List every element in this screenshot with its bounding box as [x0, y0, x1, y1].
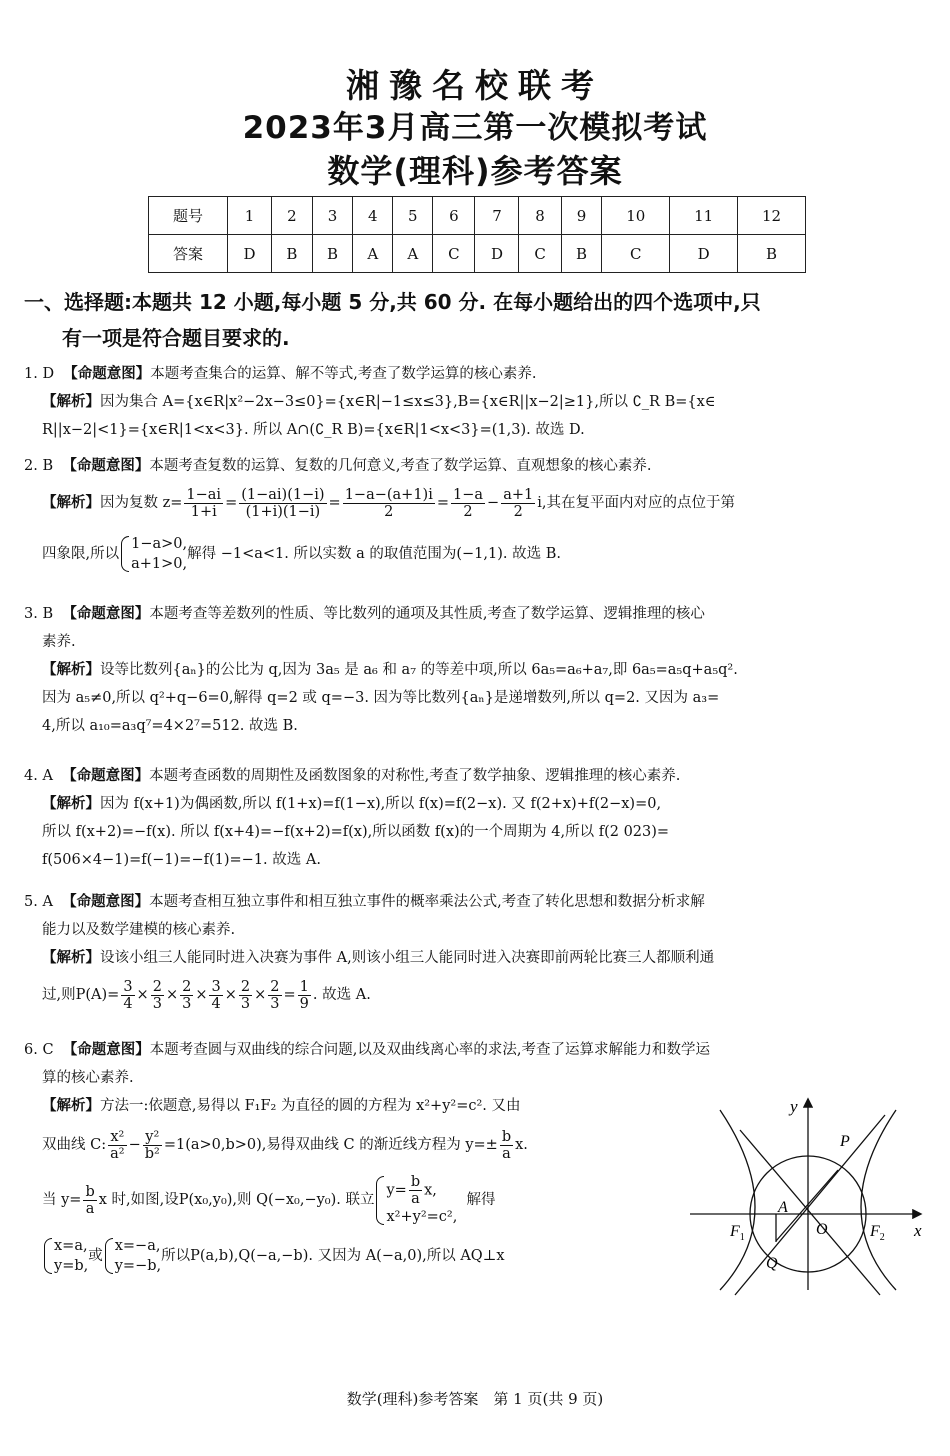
- answer-row: [149, 235, 806, 273]
- q1-intent: 本题考查集合的运算、解不等式,考查了数学运算的核心素养.: [150, 366, 537, 382]
- q2-frac5: $\frac{a+1}{2}$: [503, 486, 534, 520]
- q5-fraction: $\frac{2}{3}$: [152, 978, 162, 1012]
- q2-number: 2. B: [24, 458, 54, 474]
- q3-analysis-line3: 4,所以 a₁₀=a₃q⁷=4×2⁷=512. 故选 B.: [42, 718, 298, 734]
- q3-analysis-line2: 因为 a₅≠0,所以 q²+q−6=0,解得 q=2 或 q=−3. 因为等比数列{aₙ}是递增数列,所以 q=2. 又因为 a₃=: [42, 690, 720, 706]
- section-heading: [24, 284, 929, 356]
- q4-analysis-line2: 所以 f(x+2)=−f(x). 所以 f(x+4)=−f(x+2)=f(x),所以函数 f(x)的一个周期为 4,所以 f(2 023)=: [42, 824, 670, 840]
- exam-title: 2023年3月高三第一次模拟考试: [242, 110, 708, 146]
- x-axis-label: x: [914, 1221, 922, 1240]
- q2-line2-pre: 四象限,所以: [42, 546, 120, 562]
- q1-intent-label: 【命题意图】: [63, 366, 151, 382]
- q2-frac3: $\frac{1-a-(a+1)i}{2}$: [344, 486, 433, 520]
- answer-cell: A: [393, 235, 433, 273]
- q5-fraction: $\frac{2}{3}$: [182, 978, 192, 1012]
- q3-number: 3. B: [24, 606, 54, 622]
- question-number-cell: 2: [272, 197, 313, 235]
- question-4: [24, 762, 929, 874]
- q6-line4-post: 所以P(a,b),Q(−a,−b). 又因为 A(−a,0),所以 AQ⊥x: [161, 1248, 505, 1264]
- q5-fraction: $\frac{3}{4}$: [211, 978, 221, 1012]
- q6-system3: x=−a, y=−b,: [103, 1236, 161, 1276]
- question-number-cell: 11: [670, 197, 738, 235]
- y-axis-label: y: [790, 1097, 798, 1116]
- question-3: [24, 600, 929, 740]
- focus-f1-label: $F_1$: [730, 1223, 745, 1243]
- question-6: 6. C 【命题意图】本题考查圆与双曲线的综合问题,以及双曲线离心率的求法,考查了运算求解能力和数学运 算的核心素养. 【解析】方法一:依题意,易得以 F₁F₂ 为直径的圆的方程为 x²+y²=c². 又由 双曲线 C: $\frac{\text{x²}}{\text{a²}}$ − $\frac{\text{y²}}{\text{b²}}$ =1(a>0,b>0),易得双曲线 C 的渐近线方程为 y=± $\frac{b}{a}$ x. 当 y= $\frac{b}{a}$ x 时,如图,设P(x₀,y₀),则 Q(−x₀,−y₀). 联立 y= $\frac{b}{a}$ x, x²+y²=c², 解得 x=a, y=b, 或 x=−a, y=−b, 所以P(a,b),Q(−a,−b). 又因为 A(−a,0),所以 AQ⊥x: [24, 1042, 710, 1274]
- q5-intent-line1: 本题考查相互独立事件和相互独立事件的概率乘法公式,考查了转化思想和数据分析求解: [149, 894, 705, 910]
- answer-cell: D: [475, 235, 519, 273]
- q6-line3-post: 解得: [466, 1192, 496, 1208]
- q5-fraction-product: $\frac{3}{4}$ × $\frac{2}{3}$ × $\frac{2}{3}$ × $\frac{3}{4}$ × $\frac{2}{3}$ × $\frac{2}{3}$: [123, 978, 280, 1012]
- q5-line2-post: . 故选 A.: [312, 987, 371, 1003]
- question-number-cell: 7: [475, 197, 519, 235]
- q6-analysis-label: 【解析】: [42, 1098, 100, 1114]
- q6-number: 6. C: [24, 1042, 54, 1058]
- question-number-cell: 6: [433, 197, 475, 235]
- q6-frac-y: $\frac{\text{y²}}{\text{b²}}$: [144, 1128, 160, 1162]
- q2-line2-post: 解得 −1<a<1. 所以实数 a 的取值范围为(−1,1). 故选 B.: [187, 546, 561, 562]
- q6-system1: y= $\frac{b}{a}$ x, x²+y²=c²,: [374, 1174, 457, 1227]
- point-a-label: A: [778, 1199, 788, 1216]
- q5-line2-pre: 过,则P(A)=: [42, 987, 120, 1003]
- answer-cell: B: [561, 235, 602, 273]
- q2-intent-label: 【命题意图】: [62, 458, 150, 474]
- q6-frac-ba2: $\frac{b}{a}$: [85, 1183, 95, 1217]
- question-number-cell: 1: [228, 197, 272, 235]
- question-number-cell: 4: [353, 197, 393, 235]
- page-footer: 数学(理科)参考答案 第 1 页(共 9 页): [346, 1390, 604, 1408]
- q2-frac1: $\frac{1-ai}{1+i}$: [186, 486, 222, 520]
- q5-number: 5. A: [24, 894, 53, 910]
- q2-frac2: $\frac{(1-ai)(1-i)}{(1+i)(1-i)}$: [241, 486, 325, 520]
- q4-analysis-label: 【解析】: [42, 796, 100, 812]
- answer-cell: C: [602, 235, 670, 273]
- answer-cell: D: [228, 235, 272, 273]
- q6-line3-pre: 当 y=: [42, 1192, 82, 1208]
- question-number-cell: 8: [519, 197, 561, 235]
- q6-frac-ba: $\frac{b}{a}$: [501, 1128, 512, 1162]
- section-heading-line2: 有一项是符合题目要求的.: [62, 326, 290, 350]
- q6-line2-post: x.: [515, 1137, 528, 1153]
- q6-intent-line2: 算的核心素养.: [42, 1070, 134, 1086]
- answer-cell: A: [353, 235, 393, 273]
- answer-cell: C: [433, 235, 475, 273]
- point-p-label: P: [840, 1133, 850, 1150]
- q5-fraction: $\frac{2}{3}$: [270, 978, 280, 1012]
- q2-analysis-post: i,其在复平面内对应的点位于第: [537, 495, 735, 511]
- answer-cell: C: [519, 235, 561, 273]
- q1-number: 1. D: [24, 366, 55, 382]
- answer-cell: D: [670, 235, 738, 273]
- q6-line3-mid: x 时,如图,设P(x₀,y₀),则 Q(−x₀,−y₀). 联立: [98, 1192, 375, 1208]
- question-number-cell: 9: [561, 197, 602, 235]
- q6-line2-pre: 双曲线 C:: [42, 1137, 107, 1153]
- q6-or: 或: [88, 1248, 103, 1264]
- hyperbola-circle-figure: [680, 1090, 930, 1300]
- q4-number: 4. A: [24, 768, 53, 784]
- q6-intent-line1: 本题考查圆与双曲线的综合问题,以及双曲线离心率的求法,考查了运算求解能力和数学运: [149, 1042, 710, 1058]
- q1-analysis-label: 【解析】: [42, 394, 100, 410]
- q6-system2: x=a, y=b,: [42, 1236, 88, 1276]
- question-number-cell: 3: [312, 197, 353, 235]
- q5-intent-line2: 能力以及数学建模的核心素养.: [42, 922, 236, 938]
- q5-fraction: $\frac{2}{3}$: [240, 978, 251, 1012]
- q3-analysis-label: 【解析】: [42, 662, 100, 678]
- q2-analysis-label: 【解析】: [42, 495, 100, 511]
- q5-intent-label: 【命题意图】: [62, 894, 150, 910]
- answer-cell: B: [312, 235, 353, 273]
- question-number-row: [149, 197, 806, 235]
- q5-result-fraction: $\frac{1}{9}$: [299, 978, 309, 1012]
- q3-intent-line1: 本题考查等差数列的性质、等比数列的通项及其性质,考查了数学运算、逻辑推理的核心: [149, 606, 705, 622]
- q6-frac-x: $\frac{\text{x²}}{\text{a²}}$: [110, 1128, 125, 1162]
- question-number-cell: 5: [393, 197, 433, 235]
- question-number-cell: 10: [602, 197, 670, 235]
- q3-intent-line2: 素养.: [42, 634, 76, 650]
- q4-intent-label: 【命题意图】: [62, 768, 150, 784]
- row-label-number: 题号: [149, 197, 228, 235]
- q6-analysis-line1: 方法一:依题意,易得以 F₁F₂ 为直径的圆的方程为 x²+y²=c². 又由: [100, 1098, 521, 1114]
- q3-analysis-line1: 设等比数列{aₙ}的公比为 q,因为 3a₅ 是 a₆ 和 a₇ 的等差中项,所以 6a₅=a₆+a₇,即 6a₅=a₅q+a₅q².: [100, 662, 738, 678]
- point-q-label: Q: [766, 1255, 778, 1272]
- q6-intent-label: 【命题意图】: [62, 1042, 150, 1058]
- asymptote-negative: [740, 1130, 880, 1295]
- row-label-answer: 答案: [149, 235, 228, 273]
- subject-title: 数学(理科)参考答案: [327, 152, 623, 190]
- q1-analysis-line2: R||x−2|<1}={x∈R|1<x<3}. 所以 A∩(∁_R B)={x∈R|1<x<3}=(1,3). 故选 D.: [42, 422, 585, 438]
- q4-intent: 本题考查函数的周期性及函数图象的对称性,考查了数学抽象、逻辑推理的核心素养.: [149, 768, 681, 784]
- asymptote-positive: [735, 1115, 885, 1295]
- q5-fraction: $\frac{3}{4}$: [123, 978, 133, 1012]
- q4-analysis-line1: 因为 f(x+1)为偶函数,所以 f(1+x)=f(1−x),所以 f(x)=f(2−x). 又 f(2+x)+f(2−x)=0,: [100, 796, 662, 812]
- answer-table: [148, 196, 806, 273]
- q1-analysis-line1: 因为集合 A={x∈R|x²−2x−3≤0}={x∈R|−1≤x≤3},B={x∈R||x−2|≥1},所以 ∁_R B={x∈: [100, 394, 716, 410]
- school-union-title: 湘豫名校联考: [346, 66, 604, 105]
- q2-frac4: $\frac{1-a}{2}$: [453, 486, 484, 520]
- q6-line2-mid: =1(a>0,b>0),易得双曲线 C 的渐近线方程为 y=±: [163, 1137, 498, 1153]
- focus-f2-label: $F_2$: [870, 1223, 885, 1243]
- section-heading-line1: 一、选择题:本题共 12 小题,每小题 5 分,共 60 分. 在每小题给出的四个选项中,只: [24, 290, 761, 314]
- answer-cell: B: [272, 235, 313, 273]
- question-2: 2. B 【命题意图】本题考查复数的运算、复数的几何意义,考查了数学运算、直观想象的核心素养. 【解析】因为复数 z= $\frac{1-ai}{1+i}$ = $\frac{(1-ai)(1-i)}{(1+i)(1-i)}$ = $\frac{1-a-(a+1)i}{2}$ = $\frac{1-a}{2}$ − $\frac{a+1}{2}$ i,其在复平面内对应的点位于第 四象限,所以 1−a>0, a+1>0, 解得 −1<a<1. 所以实数 a 的取值范围为(−1,1). 故选 B.: [24, 458, 735, 572]
- origin-label: O: [816, 1221, 828, 1238]
- q2-analysis-pre: 因为复数 z=: [100, 495, 183, 511]
- hyperbola-left-branch: [720, 1110, 755, 1290]
- q2-intent: 本题考查复数的运算、复数的几何意义,考查了数学运算、直观想象的核心素养.: [149, 458, 652, 474]
- q2-inequality-system: 1−a>0, a+1>0,: [119, 534, 187, 574]
- question-1: [24, 360, 929, 444]
- question-5: 5. A 【命题意图】本题考查相互独立事件和相互独立事件的概率乘法公式,考查了转化思想和数据分析求解 能力以及数学建模的核心素养. 【解析】设该小组三人能同时进入决赛为事件 A,则该小组三人能同时进入决赛即前两轮比赛三人都顺利通 过,则P(A)= $\frac{3}{4}$ × $\frac{2}{3}$ × $\frac{2}{3}$ × $\frac{3}{4}$ × $\frac{2}{3}$ × $\frac{2}{3}$ = $\frac{1}{9}$ . 故选 A.: [24, 894, 715, 1012]
- question-number-cell: 12: [738, 197, 806, 235]
- q5-analysis-line1: 设该小组三人能同时进入决赛为事件 A,则该小组三人能同时进入决赛即前两轮比赛三人都顺利通: [100, 950, 715, 966]
- q4-analysis-line3: f(506×4−1)=f(−1)=−f(1)=−1. 故选 A.: [42, 852, 321, 868]
- q3-intent-label: 【命题意图】: [62, 606, 150, 622]
- q5-analysis-label: 【解析】: [42, 950, 100, 966]
- answer-cell: B: [738, 235, 806, 273]
